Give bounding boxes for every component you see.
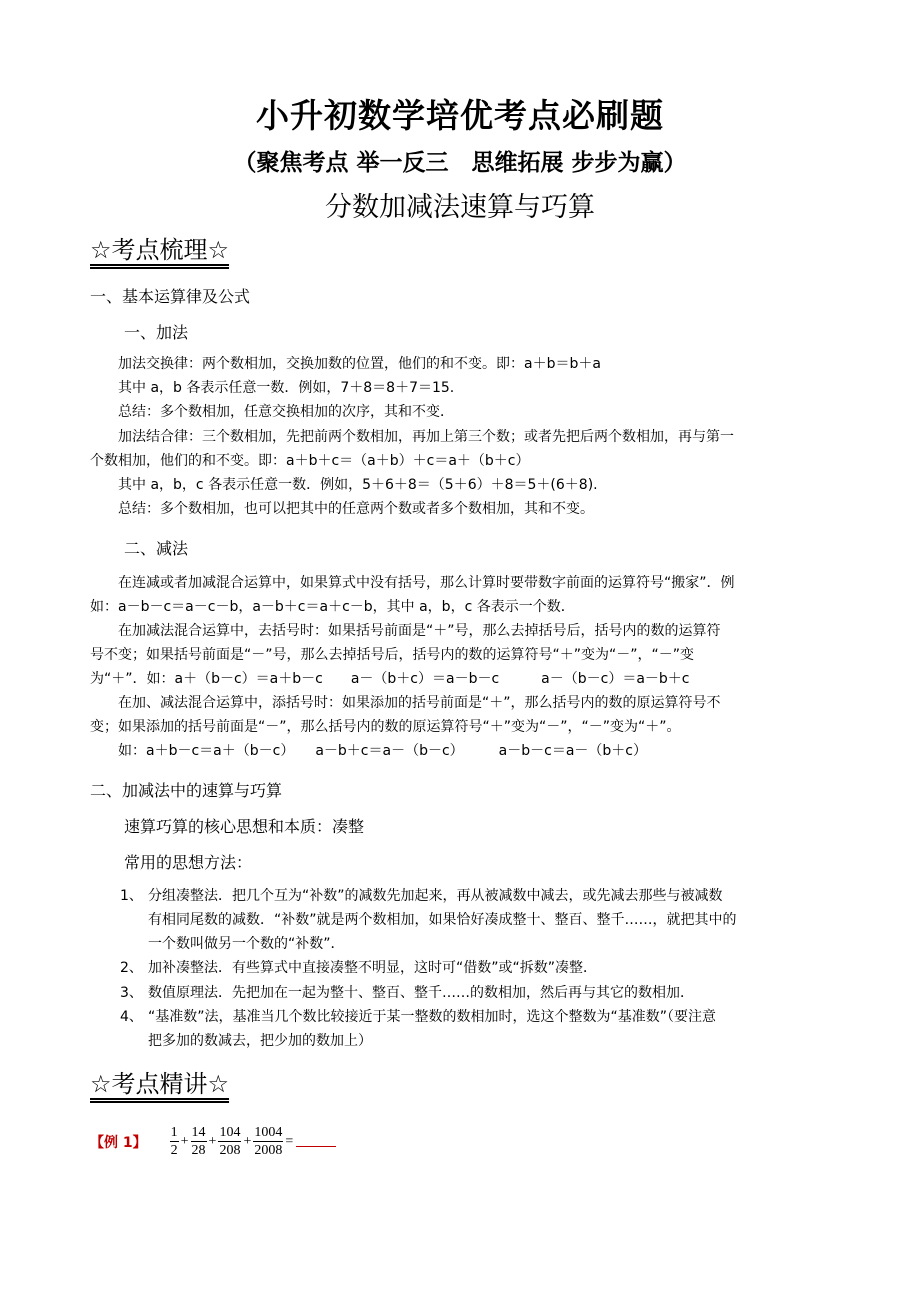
fraction-denominator: 28	[191, 1143, 206, 1158]
example-1	[90, 1124, 336, 1159]
addition-line: 总结：多个数相加，任意交换相加的次序，其和不变．	[118, 404, 454, 420]
fraction-denominator: 2008	[254, 1143, 283, 1158]
equals-sign: =	[285, 1133, 294, 1149]
core-idea: 速算巧算的核心思想和本质：凑整	[124, 817, 365, 836]
addition-line: 其中 a，b 各表示任意一数．例如，7＋8＝8＋7＝15.	[118, 380, 455, 396]
subtraction-line: 变；如果添加的括号前面是“－”，那么括号内的数的原运算符号“＋”变为“－”，“－”变为“＋”。	[90, 719, 681, 735]
subtraction-title: 二、减法	[124, 539, 189, 558]
fraction-numerator: 14	[191, 1125, 206, 1140]
plus-sign: +	[208, 1133, 217, 1149]
section-heading-lecture: ☆考点精讲☆	[90, 1070, 230, 1098]
page-subtitle: （聚焦考点 举一反三 思维拓展 步步为赢）	[233, 150, 687, 176]
example-label: 【例 1】	[90, 1134, 147, 1151]
section-heading-summary: ☆考点梳理☆	[90, 236, 230, 264]
fraction-numerator: 1	[170, 1125, 178, 1140]
fraction	[253, 1124, 283, 1159]
fraction-denominator: 2	[170, 1143, 178, 1158]
method-number: 1、	[120, 888, 143, 904]
method-line: 加补凑整法．有些算式中直接凑整不明显，这时可“借数”或“拆数”凑整．	[148, 960, 598, 976]
subtraction-line: 在连减或者加减混合运算中，如果算式中没有括号，那么计算时要带数字前面的运算符号“搬家”．例	[118, 575, 735, 591]
method-number: 2、	[120, 960, 143, 976]
method-line: 把多加的数减去，把少加的数加上）	[148, 1033, 372, 1049]
method-line: 有相同尾数的减数．“补数”就是两个数相加，如果恰好凑成整十、整百、整千……，就把其中的	[148, 912, 737, 928]
methods-title: 常用的思想方法：	[124, 853, 253, 872]
fraction-numerator: 104	[219, 1125, 241, 1140]
part2-title: 二、加减法中的速算与巧算	[90, 781, 283, 800]
subtraction-line: 如：a－b－c＝a－c－b，a－b＋c＝a＋c－b，其中 a，b，c 各表示一个数．	[90, 599, 575, 615]
method-line: 数值原理法．先把加在一起为整十、整百、整千……的数相加，然后再与其它的数相加．	[148, 985, 694, 1001]
addition-line: 总结：多个数相加，也可以把其中的任意两个数或者多个数相加，其和不变。	[118, 501, 594, 517]
fraction	[170, 1124, 179, 1159]
page-title: 小升初数学培优考点必刷题	[256, 96, 664, 135]
plus-sign: +	[180, 1133, 189, 1149]
answer-blank[interactable]	[296, 1136, 336, 1147]
fraction	[218, 1124, 241, 1159]
addition-line: 其中 a，b，c 各表示任意一数．例如，5＋6＋8＝（5＋6）＋8＝5＋(6＋8).	[118, 477, 598, 493]
subtraction-line: 为“＋”．如：a＋（b－c）＝a＋b－c a－（b＋c）＝a－b－c a－（b－c）＝a－b＋c	[90, 671, 690, 687]
method-number: 3、	[120, 985, 143, 1001]
subtraction-line: 号不变；如果括号前面是“－”号，那么去掉括号后，括号内的数的运算符号“＋”变为“－”，“－”变	[90, 647, 695, 663]
fraction-numerator: 1004	[254, 1125, 283, 1140]
method-number: 4、	[120, 1009, 143, 1025]
plus-sign: +	[243, 1133, 252, 1149]
method-line: “基准数”法，基准当几个数比较接近于某一整数的数相加时，选这个整数为“基准数”（要注意	[148, 1009, 717, 1025]
subtraction-line: 如：a＋b－c＝a＋（b－c） a－b＋c＝a－（b－c） a－b－c＝a－（b＋c）	[118, 743, 647, 759]
addition-line: 加法交换律：两个数相加，交换加数的位置，他们的和不变。即：a＋b＝b＋a	[118, 356, 601, 372]
topic-title: 分数加减法速算与巧算	[325, 192, 595, 223]
subtraction-line: 在加、减法混合运算中，添括号时：如果添加的括号前面是“＋”，那么括号内的数的原运算符号不	[118, 695, 721, 711]
part1-title: 一、基本运算律及公式	[90, 287, 251, 306]
addition-line: 个数相加，他们的和不变。即：a＋b＋c＝（a＋b）＋c＝a＋（b＋c）	[90, 453, 530, 469]
subtraction-line: 在加减法混合运算中，去括号时：如果括号前面是“＋”号，那么去掉括号后，括号内的数的运算符	[118, 623, 721, 639]
fraction	[191, 1124, 207, 1159]
addition-title: 一、加法	[124, 323, 189, 342]
addition-line: 加法结合律：三个数相加，先把前两个数相加，再加上第三个数；或者先把后两个数相加，再与第一	[118, 429, 734, 445]
fraction-denominator: 208	[219, 1143, 241, 1158]
method-line: 分组凑整法．把几个互为“补数”的减数先加起来，再从被减数中减去，或先减去那些与被减数	[148, 888, 723, 904]
method-line: 一个数叫做另一个数的“补数”．	[148, 936, 345, 952]
